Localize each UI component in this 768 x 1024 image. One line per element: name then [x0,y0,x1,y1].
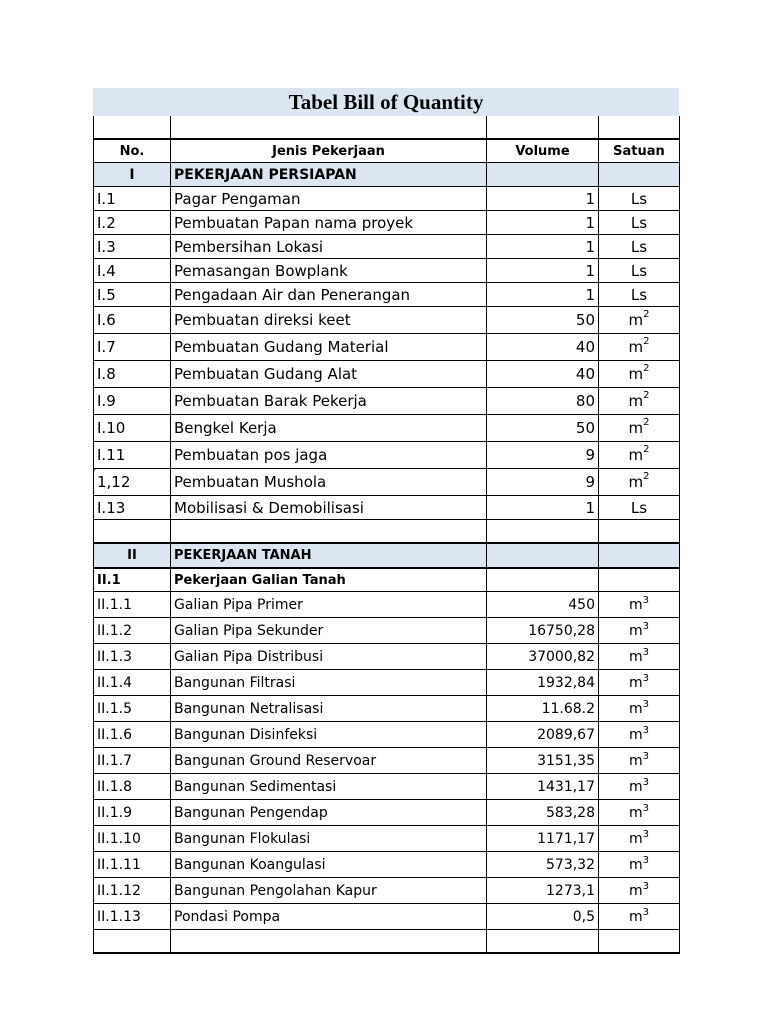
unit-text: m [628,338,644,356]
unit-cell[interactable] [599,696,680,722]
row-name[interactable]: Pembuatan pos jaga [171,442,487,469]
row-name[interactable]: Pagar Pengaman [171,187,487,211]
row-no[interactable]: I.1 [94,187,171,211]
row-volume[interactable]: 1 [487,283,599,307]
row-no[interactable]: I.4 [94,259,171,283]
row-volume[interactable]: 3151,35 [487,748,599,774]
header-no[interactable]: No. [94,139,171,163]
table-row [94,283,680,307]
unit-cell[interactable] [599,187,680,211]
unit-text: Ls [630,498,648,517]
table-row [94,878,680,904]
row-volume[interactable]: 16750,28 [487,618,599,644]
row-no[interactable]: I.13 [94,496,171,520]
table-row [94,592,680,618]
subsection-row-galian [94,568,680,592]
row-no[interactable]: II.1.1 [94,592,171,618]
table-row [94,826,680,852]
unit-text: Ls [630,261,648,280]
row-no[interactable]: II.1.9 [94,800,171,826]
row-name[interactable]: Galian Pipa Primer [171,592,487,618]
table-row [94,748,680,774]
empty-cell[interactable] [487,520,599,544]
unit-cell[interactable] [599,442,680,469]
row-no[interactable]: II.1.3 [94,644,171,670]
empty-cell[interactable] [599,520,680,544]
unit-exponent: 3 [642,672,649,684]
table-row [94,415,680,442]
unit-text: m [628,726,643,743]
empty-row [94,520,680,544]
unit-cell[interactable] [599,592,680,618]
table-row [94,361,680,388]
row-name[interactable]: Bangunan Pengolahan Kapur [171,878,487,904]
unit-exponent: 3 [642,594,649,606]
unit-cell[interactable] [599,826,680,852]
row-no[interactable]: II.1.13 [94,904,171,930]
unit-text: m [628,804,643,821]
unit-cell[interactable] [599,211,680,235]
row-name[interactable]: Pembuatan Papan nama proyek [171,211,487,235]
unit-exponent: 2 [643,336,650,347]
unit-cell[interactable] [599,618,680,644]
row-no[interactable]: II.1.12 [94,878,171,904]
row-volume[interactable]: 50 [487,307,599,334]
unit-exponent: 3 [642,646,649,658]
unit-text: m [628,311,644,329]
subsection-name[interactable]: Pekerjaan Galian Tanah [171,568,487,592]
unit-cell[interactable] [599,644,680,670]
row-volume[interactable]: 1431,17 [487,774,599,800]
row-name[interactable]: Galian Pipa Sekunder [171,618,487,644]
unit-cell[interactable] [599,774,680,800]
section-no[interactable]: I [94,163,171,187]
unit-text: m [628,392,644,410]
boq-sheet [93,88,679,954]
unit-cell[interactable] [599,748,680,774]
table-row [94,469,680,496]
row-volume[interactable]: 1 [487,496,599,520]
table-row [94,334,680,361]
unit-exponent: 3 [642,750,649,762]
unit-text: m [628,674,643,691]
row-name[interactable]: Pembersihan Lokasi [171,235,487,259]
row-name[interactable]: Pembuatan Gudang Material [171,334,487,361]
unit-exponent: 3 [642,724,649,736]
row-name[interactable]: Bangunan Pengendap [171,800,487,826]
row-volume[interactable]: 37000,82 [487,644,599,670]
row-volume[interactable]: 11.68.2 [487,696,599,722]
empty-cell[interactable] [487,568,599,592]
row-no[interactable]: II.1.11 [94,852,171,878]
unit-text: m [628,830,643,847]
section-name[interactable]: PEKERJAAN TANAH [171,543,487,568]
unit-cell[interactable] [599,283,680,307]
row-volume[interactable]: 40 [487,361,599,388]
row-volume[interactable]: 1 [487,259,599,283]
table-row [94,852,680,878]
unit-text: m [628,446,644,464]
empty-cell[interactable] [599,568,680,592]
row-name[interactable]: Mobilisasi & Demobilisasi [171,496,487,520]
table-row [94,187,680,211]
table-row [94,442,680,469]
header-satuan[interactable]: Satuan [599,139,680,163]
spacer-row [94,116,680,139]
table-row [94,388,680,415]
row-volume[interactable]: 40 [487,334,599,361]
unit-cell[interactable] [599,361,680,388]
row-no[interactable]: I.10 [94,415,171,442]
row-name[interactable]: Bangunan Disinfeksi [171,722,487,748]
row-volume[interactable]: 450 [487,592,599,618]
empty-row [94,930,680,954]
header-volume[interactable]: Volume [487,139,599,163]
row-name[interactable]: Pondasi Pompa [171,904,487,930]
unit-cell[interactable] [599,852,680,878]
empty-cell[interactable] [94,930,171,954]
unit-text: Ls [630,213,648,232]
unit-text: Ls [630,189,648,208]
unit-exponent: 2 [643,444,650,455]
row-no[interactable]: II.1.5 [94,696,171,722]
table-row [94,644,680,670]
unit-cell[interactable] [599,307,680,334]
unit-cell[interactable] [599,415,680,442]
row-volume[interactable]: 1 [487,187,599,211]
header-jenis[interactable]: Jenis Pekerjaan [171,139,487,163]
unit-text: Ls [630,237,648,256]
table-row [94,235,680,259]
row-name[interactable]: Bangunan Koangulasi [171,852,487,878]
row-name[interactable]: Pembuatan Barak Pekerja [171,388,487,415]
empty-cell[interactable] [599,930,680,954]
unit-text: m [628,752,643,769]
section-row-persiapan [94,163,680,187]
empty-cell[interactable] [171,520,487,544]
unit-text: Ls [630,285,648,304]
unit-text: m [628,908,643,925]
unit-exponent: 3 [642,620,649,632]
empty-cell[interactable] [171,930,487,954]
unit-exponent: 3 [642,802,649,814]
row-name[interactable]: Pemasangan Bowplank [171,259,487,283]
subsection-no[interactable]: II.1 [94,568,171,592]
row-volume[interactable]: 1 [487,211,599,235]
unit-cell[interactable] [599,904,680,930]
section-row-tanah [94,543,680,568]
unit-cell[interactable] [599,496,680,520]
unit-exponent: 3 [642,880,649,892]
row-volume[interactable]: 9 [487,442,599,469]
unit-text: m [628,365,644,383]
section-volume-cell[interactable] [487,543,599,568]
unit-exponent: 2 [643,471,650,482]
row-no[interactable]: I.11 [94,442,171,469]
section-no[interactable]: II [94,543,171,568]
table-row [94,496,680,520]
unit-cell[interactable] [599,800,680,826]
empty-cell[interactable] [94,520,171,544]
row-name[interactable]: Bangunan Ground Reservoar [171,748,487,774]
unit-exponent: 3 [642,776,649,788]
row-no[interactable]: II.1.6 [94,722,171,748]
row-volume[interactable]: 50 [487,415,599,442]
row-no[interactable]: II.1.8 [94,774,171,800]
row-no[interactable]: 1,12 [94,469,171,496]
row-name[interactable]: Bengkel Kerja [171,415,487,442]
row-no[interactable]: II.1.2 [94,618,171,644]
section-volume-cell[interactable] [487,163,599,187]
section-unit-cell[interactable] [599,543,680,568]
unit-cell[interactable] [599,722,680,748]
unit-text: m [628,778,643,795]
row-name[interactable]: Bangunan Netralisasi [171,696,487,722]
header-row [94,139,680,163]
table-row [94,307,680,334]
row-volume[interactable]: 9 [487,469,599,496]
row-name[interactable]: Pembuatan Gudang Alat [171,361,487,388]
unit-cell[interactable] [599,235,680,259]
row-no[interactable]: I.7 [94,334,171,361]
row-name[interactable]: Pembuatan Mushola [171,469,487,496]
row-volume[interactable]: 583,28 [487,800,599,826]
row-no[interactable]: II.1.7 [94,748,171,774]
unit-text: m [628,596,643,613]
row-no[interactable]: I.6 [94,307,171,334]
section-unit-cell[interactable] [599,163,680,187]
unit-cell[interactable] [599,334,680,361]
row-name[interactable]: Pengadaan Air dan Penerangan [171,283,487,307]
table-row [94,774,680,800]
unit-exponent: 3 [642,854,649,866]
row-no[interactable]: I.2 [94,211,171,235]
row-no[interactable]: I.9 [94,388,171,415]
row-volume[interactable]: 0,5 [487,904,599,930]
row-no[interactable]: II.1.4 [94,670,171,696]
unit-text: m [628,648,643,665]
section-name[interactable]: PEKERJAAN PERSIAPAN [171,163,487,187]
row-volume[interactable]: 1171,17 [487,826,599,852]
unit-text: m [628,419,644,437]
unit-text: m [628,882,643,899]
unit-cell[interactable] [599,388,680,415]
table-row [94,800,680,826]
table-title: Tabel Bill of Quantity [93,88,679,116]
row-no[interactable]: I.5 [94,283,171,307]
row-name[interactable]: Galian Pipa Distribusi [171,644,487,670]
unit-exponent: 2 [643,363,650,374]
row-no[interactable]: II.1.10 [94,826,171,852]
unit-cell[interactable] [599,259,680,283]
unit-text: m [628,856,643,873]
table-row [94,722,680,748]
row-volume[interactable]: 1932,84 [487,670,599,696]
row-volume[interactable]: 1 [487,235,599,259]
boq-table [93,116,680,954]
row-name[interactable]: Pembuatan direksi keet [171,307,487,334]
table-row [94,696,680,722]
unit-text: m [628,473,644,491]
empty-cell[interactable] [487,930,599,954]
unit-cell[interactable] [599,469,680,496]
unit-cell[interactable] [599,670,680,696]
table-row [94,618,680,644]
row-name[interactable]: Bangunan Flokulasi [171,826,487,852]
table-row [94,904,680,930]
row-volume[interactable]: 80 [487,388,599,415]
unit-exponent: 2 [643,417,650,428]
row-name[interactable]: Bangunan Sedimentasi [171,774,487,800]
unit-cell[interactable] [599,878,680,904]
table-row [94,259,680,283]
unit-exponent: 3 [642,828,649,840]
row-volume[interactable]: 2089,67 [487,722,599,748]
unit-text: m [628,700,643,717]
unit-exponent: 3 [642,906,649,918]
unit-exponent: 2 [643,309,650,320]
row-name[interactable]: Bangunan Filtrasi [171,670,487,696]
row-volume[interactable]: 573,32 [487,852,599,878]
table-row [94,670,680,696]
table-row [94,211,680,235]
unit-text: m [628,622,643,639]
unit-exponent: 3 [642,698,649,710]
row-no[interactable]: I.8 [94,361,171,388]
row-volume[interactable]: 1273,1 [487,878,599,904]
unit-exponent: 2 [643,390,650,401]
row-no[interactable]: I.3 [94,235,171,259]
